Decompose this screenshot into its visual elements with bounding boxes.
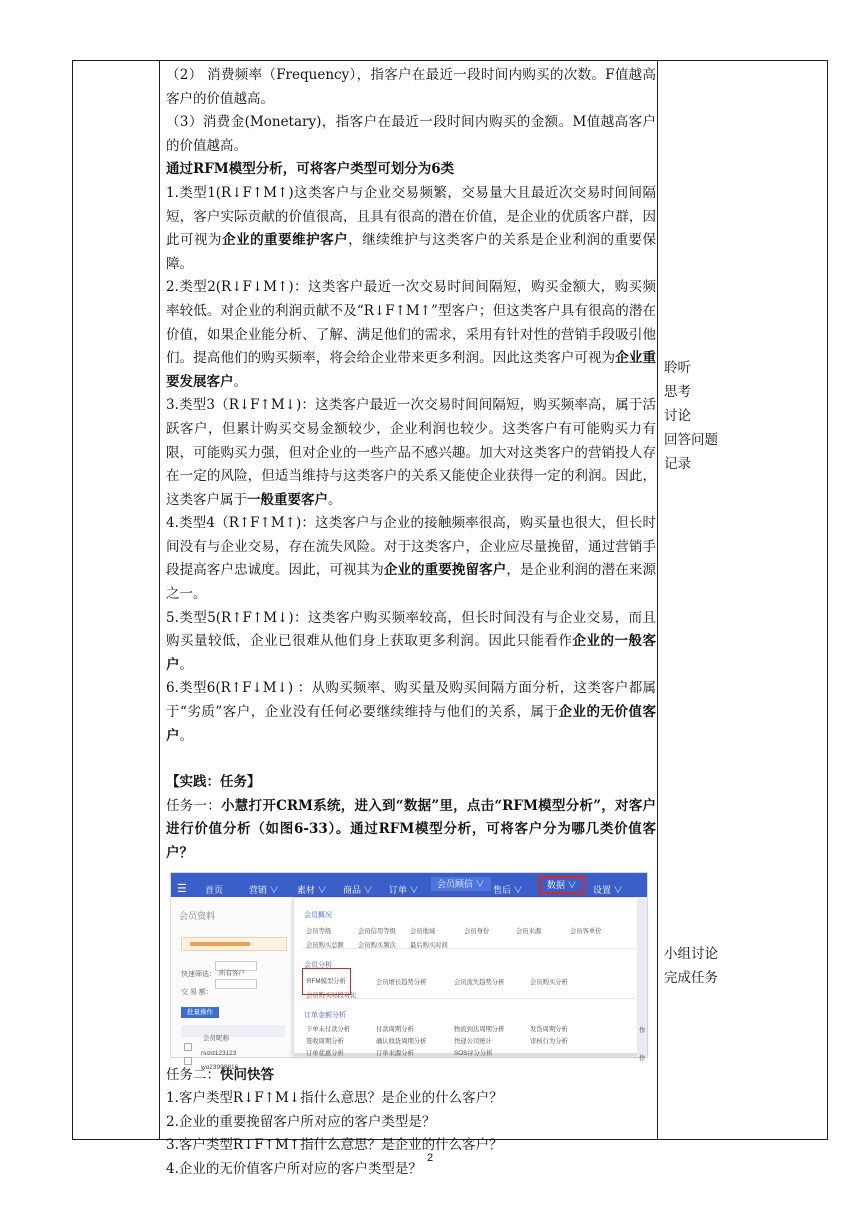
nav-data[interactable]: 数据 ∨ bbox=[539, 876, 585, 894]
activity-record: 记录 bbox=[664, 456, 691, 472]
menu-item[interactable]: 发货周期分析 bbox=[530, 1025, 568, 1033]
menu-item[interactable]: 会员地域 bbox=[410, 927, 436, 935]
menu-item[interactable]: 会员购买总额 bbox=[306, 941, 344, 949]
nav-orders[interactable]: 订单 ∨ bbox=[389, 884, 419, 895]
menu-item[interactable]: 签收周期分析 bbox=[306, 1037, 344, 1045]
nav-home[interactable]: 首页 bbox=[205, 884, 224, 895]
paragraph-type-5: 5.类型5(R↑F↑M↓)：这类客户购买频率较高，但长时间没有与企业交易，而且购买量较低，企业已很难从他们身上获取更多利润。因此只能看作企业的一般客户。 bbox=[166, 609, 657, 673]
quick-filter-label: 快速筛选： bbox=[181, 970, 216, 978]
menu-item[interactable]: 快递公司统计 bbox=[454, 1037, 492, 1045]
task-two: 任务二：快问快答 bbox=[166, 1066, 274, 1083]
activity-listen: 聆听 bbox=[664, 360, 691, 376]
menu-item[interactable]: 会员客单价 bbox=[570, 927, 602, 935]
column-divider-1 bbox=[159, 61, 160, 1139]
menu-item[interactable]: 下单未付款分析 bbox=[306, 1025, 351, 1033]
member-panel bbox=[171, 897, 291, 1071]
menu-item[interactable]: 会员流失趋势分析 bbox=[454, 978, 505, 986]
member-panel-title: 会员资料 bbox=[179, 910, 216, 921]
menu-item[interactable]: 会员等级 bbox=[306, 927, 332, 935]
menu-item[interactable]: 会员身份 bbox=[464, 927, 490, 935]
paragraph-type-4: 4.类型4（R↑F↑M↑)：这类客户与企业的接触频率很高，购买量也很大，但长时间没有与企业交易，存在流失风险。对于这类客户，企业应尽量挽留，通过营销手段提高客户忠诚度。因此，可视其为企业的重要挽留客户，是企业利润的潜在来源之一。 bbox=[166, 515, 657, 603]
menu-item[interactable]: 付款周期分析 bbox=[376, 1025, 414, 1033]
member-row[interactable]: wo23998816 bbox=[201, 1063, 239, 1071]
page-number: 2 bbox=[426, 1152, 434, 1164]
data-dropdown-menu bbox=[293, 897, 645, 1057]
nav-members[interactable]: 会员顾信 ∨ bbox=[431, 877, 491, 891]
activity-think: 思考 bbox=[664, 384, 691, 400]
menu-item[interactable]: 会员信用等级 bbox=[358, 927, 396, 935]
question-1: 1.客户类型R↓F↑M↓指什么意思？是企业的什么客户？ bbox=[166, 1090, 503, 1107]
student-activities-2 bbox=[664, 942, 718, 990]
paragraph-type-2: 2.类型2(R↓F↓M↑)：这类客户最近一次交易时间间隔短，购买金额大，购买频率较低。对企业的利润贡献不及“R↓F↑M↑”型客户；但这类客户具有很高的潜在价值，如果企业能分析、了解、满足他们的需求，采用有针对性的营销手段吸引他们。提高他们的购买频率，将会给企业带来更多利润。因此这类客户可视为企业重要发展客户。 bbox=[166, 279, 657, 390]
section-member-analysis: 会员分析 bbox=[304, 961, 332, 969]
menu-item[interactable]: 物流到达周期分析 bbox=[454, 1025, 505, 1033]
menu-item[interactable]: 会员来源 bbox=[516, 927, 542, 935]
paragraph-type-1: 1.类型1(R↓F↑M↑)这类客户与企业交易频繁，交易量大且最近次交易时间间隔短，客户实际贡献的价值很高，且具有很高的潜在价值，是企业的优质客户群，因此可视为企业的重要维护客户，继续维护与这类客户的关系是企业利润的重要保障。 bbox=[166, 184, 657, 272]
menu-item[interactable]: 确认收货周期分析 bbox=[376, 1037, 427, 1045]
paragraph-type-6: 6.类型6(R↑F↓M↓) ：从购买频率、购买量及购买间隔方面分析，这类客户都属于“劣质”客户，企业没有任何必要继续维持与他们的关系，属于企业的无价值客户。 bbox=[166, 680, 656, 744]
menu-item[interactable]: 会员增长趋势分析 bbox=[376, 978, 427, 986]
trade-amount-input[interactable] bbox=[215, 979, 257, 989]
menu-item[interactable]: SOS评分分析 bbox=[454, 1049, 493, 1057]
trade-amount-label: 交 易 额： bbox=[181, 988, 213, 996]
menu-item[interactable]: 会员购买频次 bbox=[358, 941, 396, 949]
activity-answer: 回答问题 bbox=[664, 432, 718, 448]
question-4: 4.企业的无价值客户所对应的客户类型是？ bbox=[166, 1160, 422, 1177]
menu-item[interactable]: 订单优惠分析 bbox=[306, 1049, 344, 1057]
hamburger-icon[interactable]: ☰ bbox=[177, 882, 187, 895]
paragraph-frequency: （2） 消费频率（Frequency），指客户在最近一段时间内购买的次数。F值越高客户的价值越高。 bbox=[166, 67, 656, 107]
nav-settings[interactable]: 设置 ∨ bbox=[593, 884, 623, 895]
question-2: 2.企业的重要挽留客户所对应的客户类型是？ bbox=[166, 1113, 436, 1130]
question-3: 3.客户类型R↓F↑M↑指什么意思？是企业的什么客户？ bbox=[166, 1137, 503, 1154]
nav-aftersales[interactable]: 售后 ∨ bbox=[493, 884, 523, 895]
rfm-model-analysis-item[interactable]: RFM模型分析 bbox=[302, 968, 351, 996]
section-order-analysis: 订单金额分析 bbox=[304, 1011, 346, 1019]
practice-heading: 【实践：任务】 bbox=[166, 774, 261, 791]
activity-discuss: 讨论 bbox=[664, 408, 691, 424]
member-row[interactable]: rsizd123123 bbox=[201, 1049, 237, 1057]
menu-item[interactable]: 会员购买时段对比 bbox=[306, 991, 357, 999]
row-checkbox[interactable] bbox=[184, 1057, 192, 1065]
nav-products[interactable]: 商品 ∨ bbox=[343, 884, 373, 895]
menu-item[interactable]: 订单来源分析 bbox=[376, 1049, 414, 1057]
paragraph-rfm-heading: 通过RFM模型分析，可将客户类型可划分为6类 bbox=[166, 161, 455, 178]
menu-item[interactable]: 审核行为分析 bbox=[530, 1037, 568, 1045]
teaching-content bbox=[166, 64, 656, 1182]
crm-nav-bar bbox=[171, 873, 647, 897]
nav-marketing[interactable]: 营销 ∨ bbox=[249, 884, 279, 895]
paragraph-monetary: （3）消费金(Monetary)，指客户在最近一段时间内购买的金额。M值越高客户的价值越高。 bbox=[166, 114, 656, 154]
batch-operation-button[interactable]: 批量操作 bbox=[181, 1007, 219, 1018]
paragraph-type-3: 3.类型3（R↓F↑M↓)：这类客户最近一次交易时间间隔短，购买频率高，属于活跃客户，但累计购买交易金额较少，企业利润也较少。这类客户有可能购买力有限，可能购买力强，但对企业的一些产品不感兴趣。加大对这类客户的营销投人存在一定的风险，但适当维持与这类客户的关系又能使企业获得一定的利润。因此，这类客户属于一般重要客户。 bbox=[166, 397, 656, 508]
member-table-header bbox=[181, 1025, 285, 1042]
nav-material[interactable]: 素材 ∨ bbox=[297, 884, 327, 895]
table-gutter: 作 作 bbox=[637, 897, 647, 1057]
notice-bar bbox=[181, 937, 287, 951]
task-one: 任务一：小慧打开CRM系统，进入到“数据”里，点击“RFM模型分析”，对客户进行价值分析（如图6-33）。通过RFM模型分析，可将客户分为哪几类价值客户？ bbox=[166, 797, 657, 861]
crm-screenshot bbox=[170, 872, 648, 1071]
activity-complete-task: 完成任务 bbox=[664, 970, 718, 986]
section-member-overview: 会员概况 bbox=[304, 911, 332, 919]
activity-group-discussion: 小组讨论 bbox=[664, 946, 718, 962]
member-name-header: 会员昵称 bbox=[203, 1034, 229, 1042]
column-divider-2 bbox=[657, 61, 658, 1139]
student-activities-1 bbox=[664, 356, 718, 476]
quick-filter-select[interactable]: 所有客户 bbox=[215, 961, 257, 971]
menu-item[interactable]: 会员购买分析 bbox=[530, 978, 568, 986]
column-divider-3 bbox=[827, 61, 828, 1139]
row-checkbox[interactable] bbox=[184, 1043, 192, 1051]
menu-item[interactable]: 最后购买时间 bbox=[410, 941, 448, 949]
